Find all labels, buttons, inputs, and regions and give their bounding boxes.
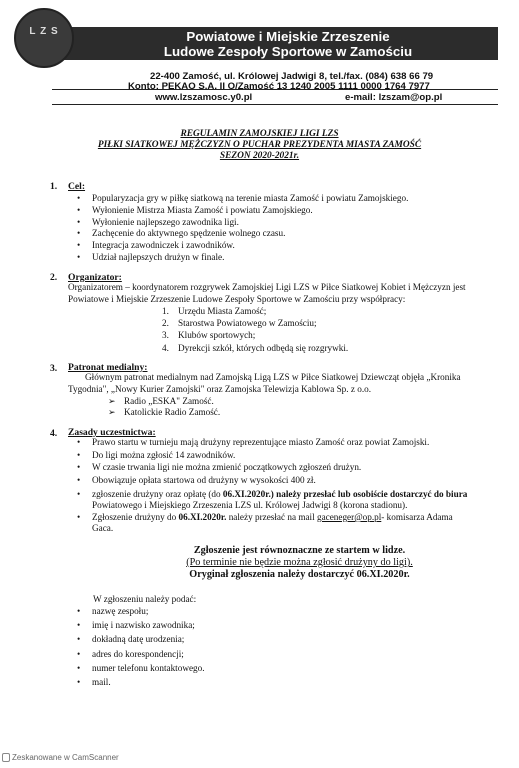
bullet-icon: • (77, 620, 81, 631)
section-3-number: 3. (50, 363, 58, 374)
bullet-icon: • (77, 228, 81, 239)
section-4-item: Do ligi można zgłosić 14 zawodników. (92, 449, 236, 460)
section-1-item: Integracja zawodniczek i zawodników. (92, 240, 235, 251)
org-email: e-mail: lzszam@op.pl (345, 92, 443, 103)
notice-line2: (Po terminie nie będzie można zgłosić drużyny do ligi). (186, 557, 413, 568)
section-1-heading: Cel: (68, 181, 86, 192)
header-divider-1 (52, 89, 498, 90)
bullet-icon: • (77, 662, 81, 673)
partner-list-number: 4. (162, 342, 169, 353)
partner-list-item: Klubów sportowych; (178, 330, 256, 341)
bullet-icon: • (77, 252, 81, 262)
section-4-item-6-line2: Gaca. (92, 523, 114, 533)
document-title-season: SEZON 2020-2021r. (219, 151, 300, 161)
section-2-text-line2: Powiatowe i Miejskie Zrzeszenie Ludowe Zespoły Sportowe w Zamościu przy współpracy: (68, 294, 406, 304)
lzs-logo (14, 8, 74, 68)
org-name-line2: Ludowe Zespoły Sportowe w Zamościu (163, 44, 413, 59)
bullet-icon: • (77, 240, 81, 251)
partner-list-item: Dyrekcji szkół, których odbędą się rozgrywki. (178, 342, 349, 353)
bullet-icon: • (77, 648, 81, 659)
camscanner-watermark: Zeskanowane w CamScanner (12, 753, 119, 762)
section-4-item: Obowiązuje opłata startowa od drużyny w wysokości 400 zł. (92, 474, 316, 485)
partner-list-item: Starostwa Powiatowego w Zamościu; (178, 318, 317, 329)
section-2-number: 2. (50, 272, 58, 283)
lzs-logo-text: L Z S (29, 26, 59, 37)
section-1-item: Wyłonienie najlepszego zawodnika ligi. (92, 216, 239, 227)
bullet-icon: • (77, 204, 81, 215)
requirement-item: imię i nazwisko zawodnika; (92, 620, 195, 631)
section-1-item: Udział najlepszych drużyn w finale. (92, 252, 225, 262)
section-3-text-line1: Głównym patronat medialnym nad Zamojską Ligą LZS w Piłce Siatkowej Dziewcząt objęła „Kronika (85, 372, 461, 382)
org-address: 22-400 Zamość, ul. Królowej Jadwigi 8, tel./fax. (084) 638 66 79 (150, 71, 434, 82)
bullet-icon: • (77, 462, 81, 473)
document-title-line2: PIŁKI SIATKOWEJ MĘŻCZYZN O PUCHAR PREZYDENTA MIASTA ZAMOŚĆ (97, 140, 422, 150)
org-name-line1: Powiatowe i Miejskie Zrzeszenie (186, 29, 390, 44)
requirement-item: dokładną datę urodzenia; (92, 634, 185, 645)
arrow-bullet-icon: ➢ (108, 407, 116, 418)
media-partner-item: Radio „ESKA" Zamość. (124, 396, 214, 406)
bullet-icon: • (77, 512, 81, 522)
section-4-heading: Zasady uczestnictwa: (68, 427, 156, 438)
bullet-icon: • (77, 437, 81, 447)
section-4-item-5: zgłoszenie drużyny oraz opłatę (do 06.XI.2020r.) należy przesłać lub osobiście dostarczyć do biura (92, 489, 468, 499)
bullet-icon: • (77, 216, 81, 227)
camscanner-icon (2, 753, 10, 762)
bullet-icon: • (77, 634, 81, 645)
partner-list-number: 1. (162, 306, 169, 316)
commissioner-email-link[interactable]: gaceneger@op.pl (316, 512, 382, 522)
partner-list-item: Urzędu Miasta Zamość; (178, 306, 267, 316)
section-1-item: Wyłonienie Mistrza Miasta Zamość i powiatu Zamojskiego. (92, 204, 313, 215)
media-partner-item: Katolickie Radio Zamość. (124, 407, 221, 418)
section-1-item: Zachęcenie do aktywnego spędzenie wolnego czasu. (92, 228, 286, 239)
notice-line3: Oryginał zgłoszenia należy dostarczyć 06.XI.2020r. (189, 569, 410, 580)
partner-list-number: 2. (162, 318, 169, 329)
requirement-item: adres do korespondencji; (92, 648, 184, 659)
section-4-item: Prawo startu w turnieju mają drużyny reprezentujące miasto Zamość oraz powiat Zamojski. (92, 437, 430, 447)
bullet-icon: • (77, 193, 81, 203)
document-title-line1: REGULAMIN ZAMOJSKIEJ LIGI LZS (180, 129, 339, 139)
section-4-item-5-line2: Powiatowego i Miejskiego Zrzeszenia LZS ul. Królowej Jadwigi 8 (korona stadionu). (92, 500, 408, 510)
section-2-text-line1: Organizatorem – koordynatorem rozgrywek Zamojskiej Ligi LZS w Piłce Siatkowej Kobiet i Mężczyzn jest (68, 282, 466, 292)
partner-list-number: 3. (162, 330, 169, 341)
requirements-intro: W zgłoszeniu należy podać: (93, 594, 197, 604)
org-website: www.lzszamosc.y0.pl (155, 92, 253, 103)
bullet-icon: • (77, 606, 81, 616)
header-divider-2 (52, 104, 498, 105)
requirement-item: nazwę zespołu; (92, 606, 149, 616)
requirement-item: numer telefonu kontaktowego. (92, 662, 205, 673)
section-2-heading: Organizator: (68, 272, 122, 283)
section-4-item-6: Zgłoszenie drużyny do 06.XI.2020r. należy przesłać na mail gaceneger@op.pl- komisarza Adama (92, 512, 453, 522)
bullet-icon: • (77, 474, 81, 485)
bullet-icon: • (77, 489, 81, 499)
arrow-bullet-icon: ➢ (108, 396, 116, 406)
bullet-icon: • (77, 449, 81, 460)
notice-line1: Zgłoszenie jest równoznaczne ze startem w lidze. (193, 545, 406, 556)
section-4-item: W czasie trwania ligi nie można zmienić początkowych zgłoszeń drużyn. (92, 462, 362, 473)
section-1-number: 1. (50, 181, 58, 192)
section-1-item: Popularyzacja gry w piłkę siatkową na terenie miasta Zamość i powiatu Zamojskiego. (92, 193, 409, 203)
org-bank-account: Konto: PEKAO S.A. II O/Zamość 13 1240 2005 1111 0000 1764 7977 (128, 81, 430, 92)
section-3-heading: Patronat medialny: (68, 362, 148, 373)
section-4-number: 4. (50, 428, 58, 439)
requirement-item: mail. (92, 677, 111, 687)
bullet-icon: • (77, 677, 81, 687)
section-3-text-line2: Tygodnia", „Nowy Kurier Zamojski" oraz Zamojska Telewizja Kablowa Sp. z o.o. (68, 384, 372, 394)
